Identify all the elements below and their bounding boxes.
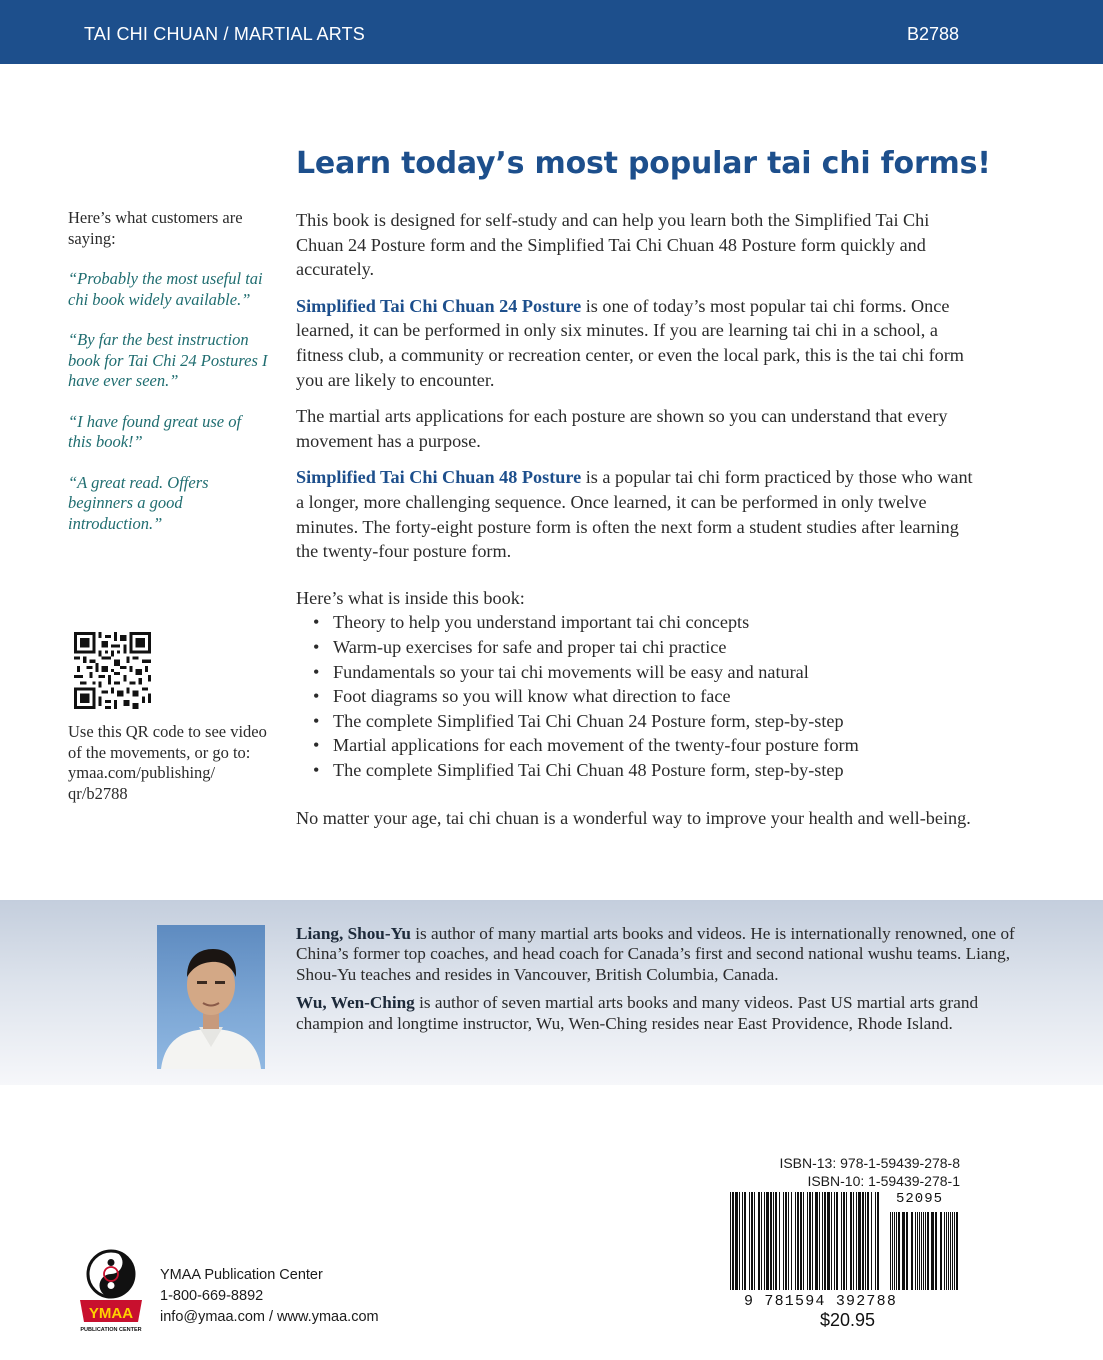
price: $20.95 bbox=[820, 1310, 876, 1330]
author-name: Liang, Shou-Yu bbox=[296, 924, 411, 943]
form-24-text: is one of today’s most popular tai chi forms. Once learned, it can be performed in only six minutes. If you are learning tai chi in a school, a fitness club, a community or recreation center, or even the local park, this is the tai chi form you are likely to encounter. bbox=[296, 295, 964, 390]
description-column bbox=[296, 208, 976, 843]
headline: Learn today’s most popular tai chi forms! bbox=[296, 146, 991, 181]
qr-caption: Use this QR code to see video of the movements, or go to: ymaa.com/publishing/ qr/b2788 bbox=[68, 722, 267, 803]
list-item: • Theory to help you understand important tai chi concepts bbox=[313, 610, 976, 635]
testimonial-quote: “By far the best instruction book for Tai Chi 24 Postures I have ever seen.” bbox=[68, 330, 268, 390]
form-48-paragraph bbox=[296, 465, 976, 563]
form-48-text: is a popular tai chi form practiced by those who want a longer, more challenging sequence. Once learned, it can be performed in only twelve minutes. The forty-eight posture form is often the next form a student studies after learning the twenty-four posture form. bbox=[296, 467, 973, 562]
barcode-number: 9 781594 392788 bbox=[744, 1293, 898, 1310]
list-item: • The complete Simplified Tai Chi Chuan 48 Posture form, step-by-step bbox=[313, 758, 976, 783]
isbn-10: ISBN-10: 1-59439-278-1 bbox=[807, 1173, 960, 1189]
author-bios bbox=[296, 924, 1016, 1042]
author-bio-text: is author of many martial arts books and videos. He is internationally renowned, one of China’s former top coaches, and head coach for Canada’s first and second national wushu teams. Liang, Shou-Yu teaches and resides in Vancouver, British Columbia, Canada. bbox=[296, 924, 1015, 984]
author-bio bbox=[296, 993, 1016, 1034]
logo-subtext: PUBLICATION CENTER bbox=[80, 1327, 142, 1333]
inside-intro: Here’s what is inside this book: bbox=[296, 587, 525, 608]
author-bio bbox=[296, 924, 1016, 985]
top-banner bbox=[0, 0, 1103, 64]
closing-paragraph: No matter your age, tai chi chuan is a wonderful way to improve your health and well-being. bbox=[296, 808, 971, 829]
author-name: Wu, Wen-Ching bbox=[296, 993, 415, 1013]
book-code: B2788 bbox=[906, 24, 959, 44]
publisher-info bbox=[160, 1265, 379, 1328]
contents-list bbox=[313, 610, 976, 782]
list-item: • Martial applications for each movement of the twenty-four posture form bbox=[313, 733, 976, 758]
category-label: TAI CHI CHUAN / MARTIAL ARTS bbox=[84, 24, 365, 44]
publisher-name: YMAA Publication Center bbox=[160, 1267, 323, 1283]
testimonial-quote: “Probably the most useful tai chi book widely available.” bbox=[68, 269, 263, 309]
applications-paragraph: The martial arts applications for each posture are shown so you can understand that every movement has a purpose. bbox=[296, 406, 948, 451]
publisher-phone: 1-800-669-8892 bbox=[160, 1288, 264, 1304]
isbn-block bbox=[730, 1154, 960, 1190]
list-item: • The complete Simplified Tai Chi Chuan 24 Posture form, step-by-step bbox=[313, 709, 976, 734]
list-item: • Warm-up exercises for safe and proper tai chi practice bbox=[313, 635, 976, 660]
form-24-paragraph bbox=[296, 294, 976, 392]
intro-paragraph: This book is designed for self-study and can help you learn both the Simplified Tai Chi Chuan 24 Posture form and the Simplified Tai Chi Chuan 48 Posture form quickly and accurately. bbox=[296, 210, 930, 280]
list-item: • Foot diagrams so you will know what direction to face bbox=[313, 684, 976, 709]
testimonial-quote: “I have found great use of this book!” bbox=[68, 411, 242, 451]
list-item: • Fundamentals so your tai chi movements will be easy and natural bbox=[313, 660, 976, 685]
testimonial-quote: “A great read. Offers beginners a good introduction.” bbox=[68, 472, 209, 533]
ymaa-logo-icon bbox=[78, 1248, 144, 1333]
logo-text: YMAA bbox=[88, 1305, 134, 1322]
author-photo bbox=[157, 925, 265, 1069]
barcode-addon-number: 52095 bbox=[896, 1191, 944, 1207]
qr-code-icon[interactable] bbox=[74, 632, 151, 709]
publisher-contact: info@ymaa.com / www.ymaa.com bbox=[160, 1309, 379, 1325]
barcode bbox=[730, 1192, 962, 1292]
isbn-13: ISBN-13: 978-1-59439-278-8 bbox=[779, 1155, 960, 1171]
testimonials-sidebar bbox=[68, 208, 268, 534]
form-24-lead: Simplified Tai Chi Chuan 24 Posture bbox=[296, 295, 582, 316]
author-bio-text: is author of seven martial arts books and many videos. Past US martial arts grand champion and longtime instructor, Wu, Wen-Ching resides near East Providence, Rhode Island. bbox=[296, 993, 979, 1033]
form-48-lead: Simplified Tai Chi Chuan 48 Posture bbox=[296, 467, 582, 488]
testimonials-intro: Here’s what customers are saying: bbox=[68, 208, 243, 248]
